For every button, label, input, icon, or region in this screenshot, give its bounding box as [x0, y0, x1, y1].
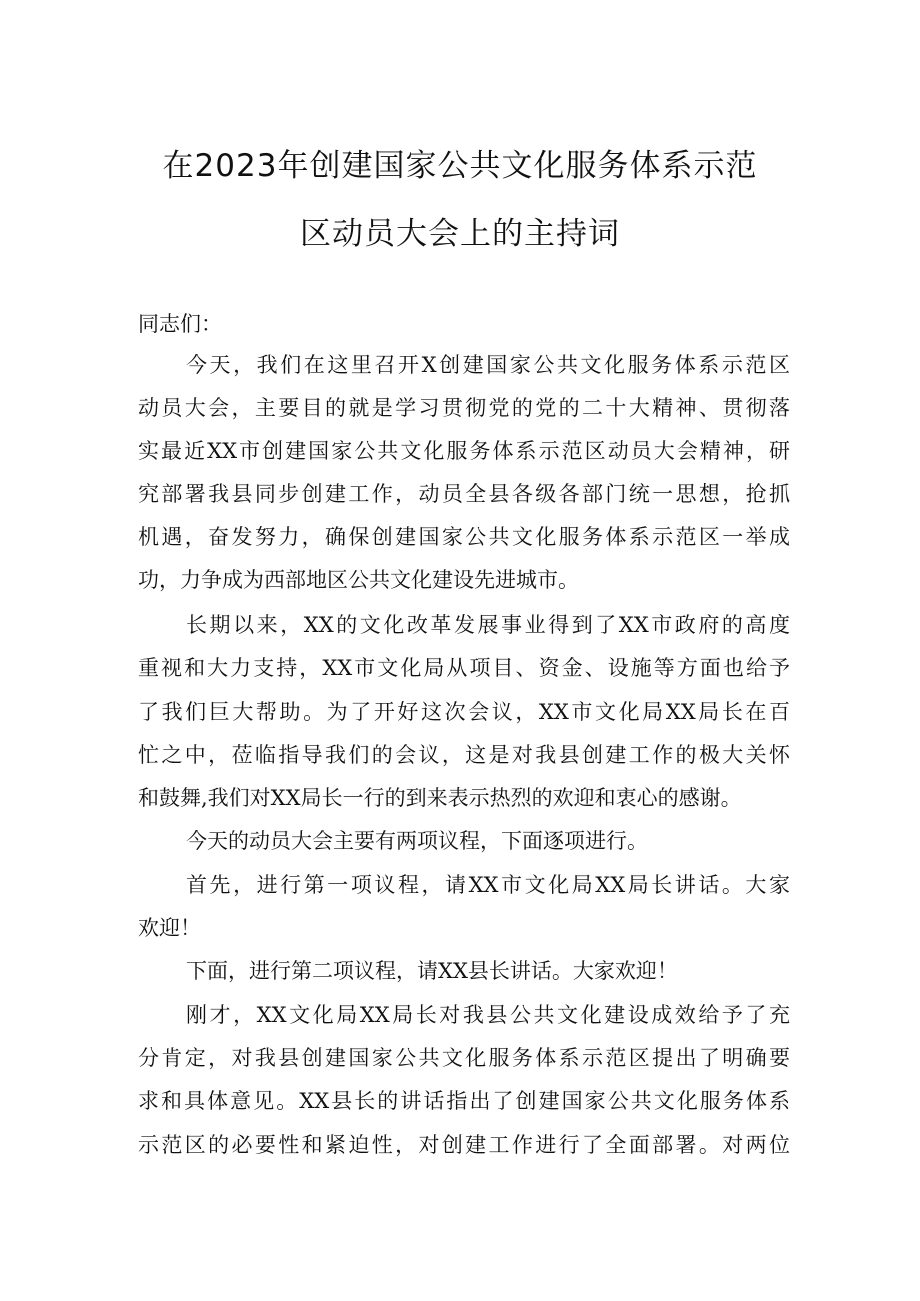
paragraph-1-line-4: 究部署我县同步创建工作，动员全县各级各部门统一思想，抢抓	[138, 482, 790, 506]
paragraph-6-line-1: 刚才，XX文化局XX局长对我县公共文化建设成效给予了充	[186, 1003, 790, 1027]
paragraph-4-line-2: 欢迎！	[138, 916, 201, 940]
paragraph-2-line-1: 长期以来，XX的文化改革发展事业得到了XX市政府的高度	[186, 613, 790, 637]
paragraph-2-line-5: 和鼓舞,我们对XX局长一行的到来表示热烈的欢迎和衷心的感谢。	[138, 786, 742, 810]
paragraph-5-line-1: 下面，进行第二项议程，请XX县长讲话。大家欢迎！	[186, 959, 678, 983]
salutation: 同志们：	[138, 312, 222, 336]
paragraph-1-line-1: 今天，我们在这里召开X创建国家公共文化服务体系示范区	[186, 353, 790, 377]
paragraph-3-line-1: 今天的动员大会主要有两项议程，下面逐项进行。	[186, 829, 648, 853]
title-line-2: 区动员大会上的主持词	[300, 216, 620, 252]
title-line-1: 在2023年创建国家公共文化服务体系示范	[162, 148, 758, 184]
paragraph-6-line-4: 示范区的必要性和紧迫性，对创建工作进行了全面部署。对两位	[138, 1133, 790, 1157]
paragraph-1-line-2: 动员大会，主要目的就是学习贯彻党的党的二十大精神、贯彻落	[138, 396, 790, 420]
paragraph-1-line-5: 机遇，奋发努力，确保创建国家公共文化服务体系示范区一举成	[138, 525, 790, 549]
paragraph-1-line-3: 实最近XX市创建国家公共文化服务体系示范区动员大会精神，研	[138, 439, 790, 463]
paragraph-2-line-3: 了我们巨大帮助。为了开好这次会议，XX市文化局XX局长在百	[138, 700, 790, 724]
paragraph-4-line-1: 首先，进行第一项议程，请XX市文化局XX局长讲话。大家	[186, 873, 790, 897]
paragraph-6-line-3: 求和具体意见。XX县长的讲话指出了创建国家公共文化服务体系	[138, 1089, 790, 1113]
paragraph-2-line-2: 重视和大力支持，XX市文化局从项目、资金、设施等方面也给予	[138, 656, 790, 680]
paragraph-6-line-2: 分肯定，对我县创建国家公共文化服务体系示范区提出了明确要	[138, 1046, 790, 1070]
paragraph-1-line-6: 功，力争成为西部地区公共文化建设先进城市。	[138, 568, 579, 592]
paragraph-2-line-4: 忙之中，莅临指导我们的会议，这是对我县创建工作的极大关怀	[138, 743, 790, 767]
